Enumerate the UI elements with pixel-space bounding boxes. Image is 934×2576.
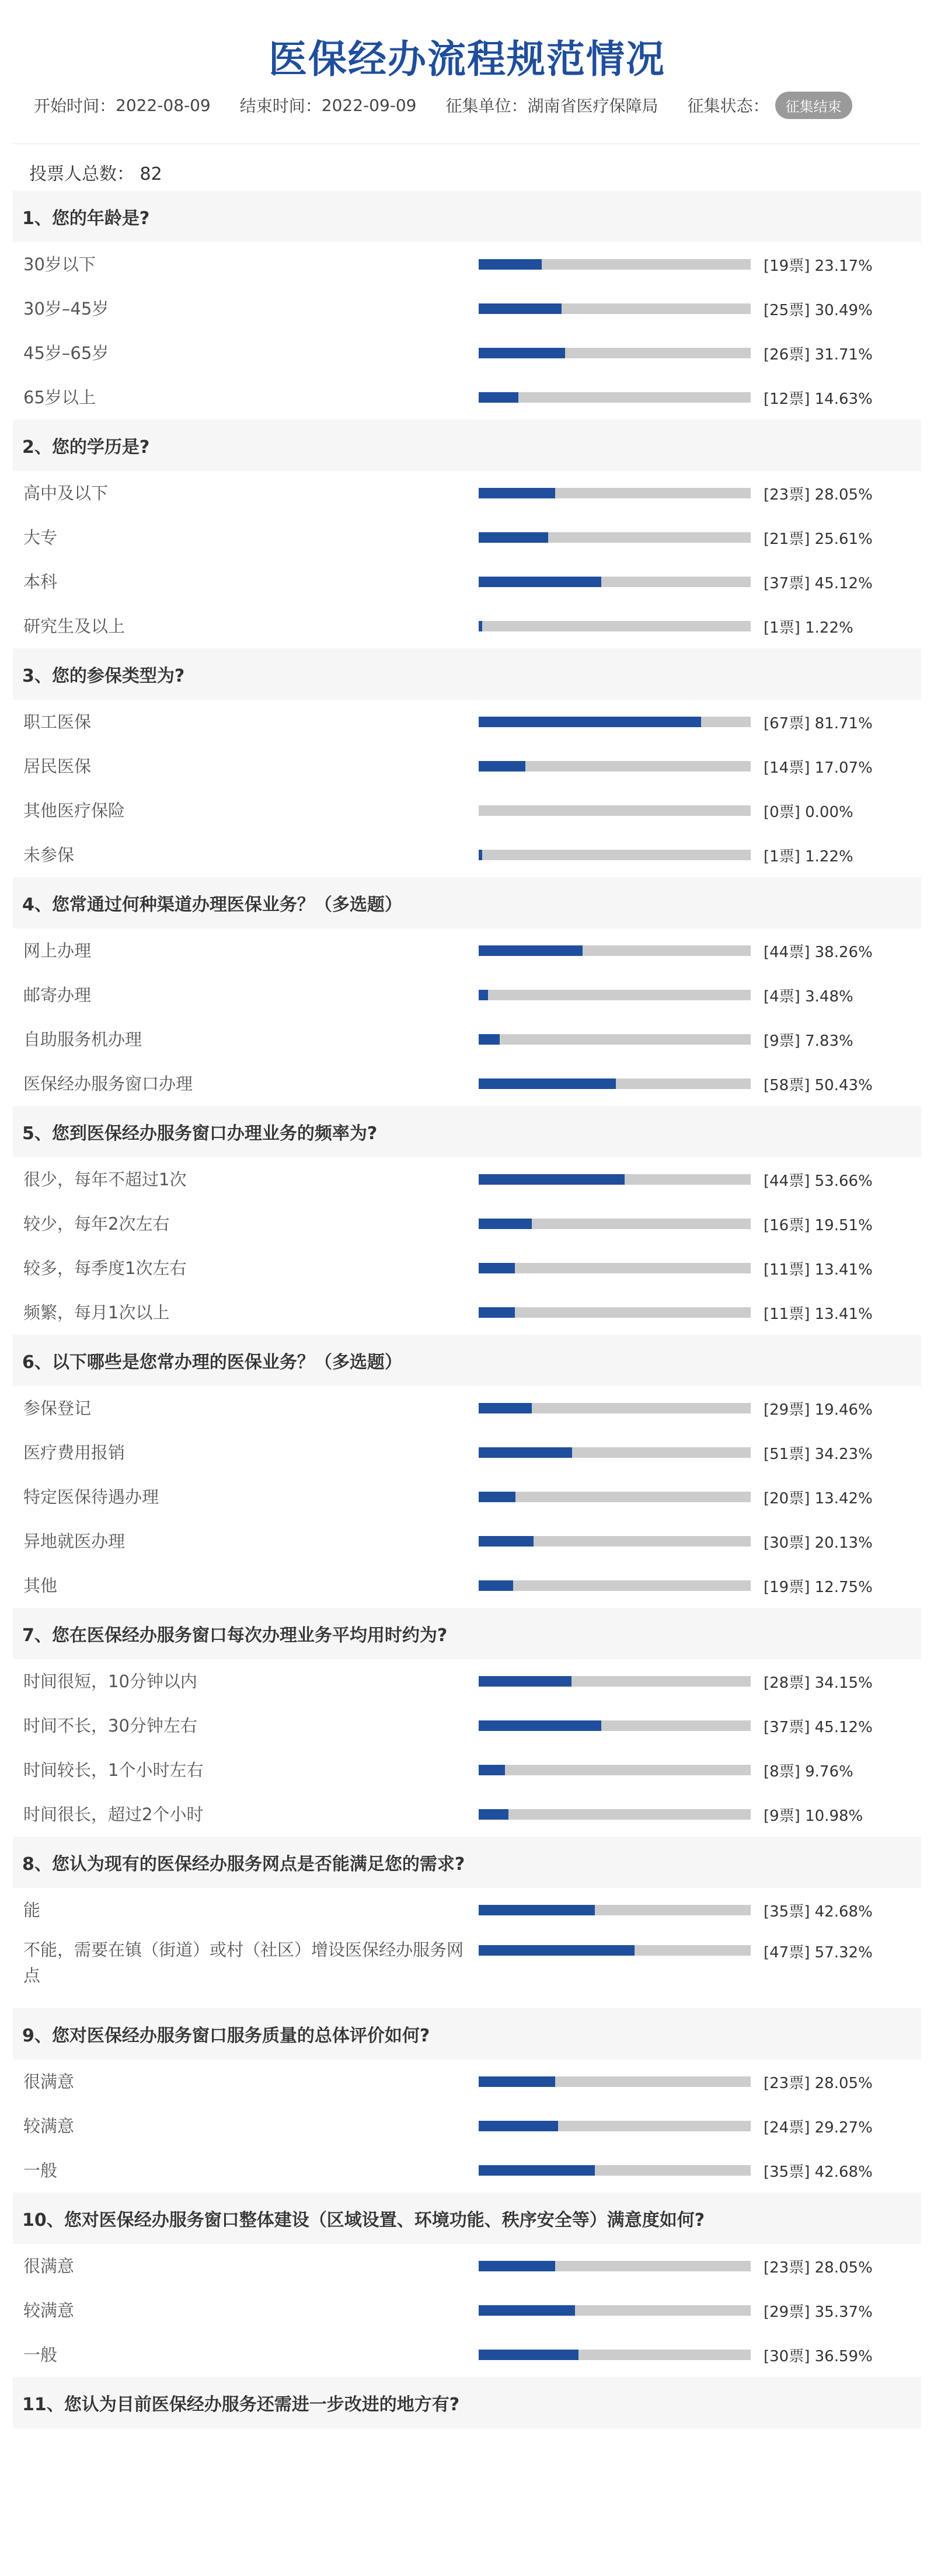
- option-row: [13, 1792, 921, 1837]
- option-vote-stat: [25票] 30.49%: [764, 301, 873, 319]
- option-progress-fill: [479, 532, 548, 543]
- option-progress-fill: [479, 1720, 601, 1731]
- option-label: 特定医保待遇办理: [23, 1487, 159, 1507]
- option-progress-bar: [479, 1580, 751, 1591]
- option-progress-bar: [479, 2305, 751, 2316]
- survey-meta: [0, 88, 934, 123]
- option-progress-fill: [479, 1905, 595, 1915]
- option-progress-fill: [479, 945, 583, 956]
- option-label: 较多，每季度1次左右: [23, 1258, 187, 1278]
- option-label: 邮寄办理: [23, 985, 92, 1005]
- option-progress-bar: [479, 1765, 751, 1775]
- question-title: 9、您对医保经办服务窗口服务质量的总体评价如何?: [13, 2008, 921, 2060]
- option-progress-fill: [479, 1536, 534, 1547]
- option-row: [13, 2104, 921, 2148]
- option-vote-stat: [67票] 81.71%: [764, 714, 873, 732]
- option-label: 较少，每年2次左右: [23, 1214, 170, 1234]
- question-block: [13, 1106, 921, 1335]
- start-time-value: 2022-08-09: [116, 95, 211, 115]
- option-progress-fill: [479, 392, 518, 403]
- option-label: 30岁以下: [23, 254, 96, 274]
- option-label: 网上办理: [23, 941, 92, 961]
- question-title: 11、您认为目前医保经办服务还需进一步改进的地方有?: [13, 2377, 921, 2428]
- option-vote-stat: [19票] 23.17%: [764, 257, 873, 275]
- option-progress-bar: [479, 392, 751, 403]
- start-time: [34, 93, 211, 117]
- end-time-label: 结束时间：: [239, 96, 322, 116]
- option-vote-stat: [29票] 35.37%: [764, 2303, 873, 2321]
- option-label: 自助服务机办理: [23, 1029, 142, 1049]
- option-row: [13, 2244, 921, 2288]
- option-progress-fill: [479, 1676, 571, 1687]
- option-progress-fill: [479, 1307, 515, 1318]
- option-progress-fill: [479, 1809, 508, 1820]
- option-label: 大专: [23, 528, 58, 547]
- option-progress-bar: [479, 1403, 751, 1413]
- option-progress-fill: [479, 2165, 595, 2176]
- end-time: [240, 93, 417, 117]
- option-vote-stat: [35票] 42.68%: [764, 1903, 873, 1921]
- option-row: [13, 331, 921, 375]
- option-progress-bar: [479, 1905, 751, 1915]
- option-progress-bar: [479, 1307, 751, 1318]
- question-block: [13, 1837, 921, 2008]
- option-vote-stat: [28票] 34.15%: [764, 1674, 873, 1692]
- status-badge: 征集结束: [775, 92, 852, 119]
- option-progress-fill: [479, 1447, 572, 1458]
- question-title: 5、您到医保经办服务窗口办理业务的频率为?: [13, 1106, 921, 1157]
- question-block: [13, 2193, 921, 2377]
- option-progress-fill: [479, 1580, 513, 1591]
- option-label: 45岁–65岁: [23, 343, 109, 363]
- option-progress-bar: [479, 303, 751, 314]
- option-progress-fill: [479, 577, 601, 587]
- option-label: 本科: [23, 572, 58, 592]
- option-label: 较满意: [23, 2301, 75, 2320]
- option-progress-fill: [479, 488, 555, 498]
- option-vote-stat: [24票] 29.27%: [764, 2118, 873, 2137]
- option-progress-fill: [479, 761, 525, 772]
- option-label: 职工医保: [23, 712, 92, 732]
- option-label: 医保经办服务窗口办理: [23, 1074, 193, 1094]
- option-row: [13, 1748, 921, 1792]
- option-label: 其他: [23, 1576, 58, 1596]
- option-progress-bar: [479, 488, 751, 498]
- option-row: [13, 2333, 921, 2377]
- page-title: 医保经办流程规范情况: [269, 37, 665, 82]
- option-progress-bar: [479, 990, 751, 1000]
- option-vote-stat: [12票] 14.63%: [764, 390, 873, 408]
- option-vote-stat: [30票] 36.59%: [764, 2347, 873, 2365]
- option-row: [13, 1475, 921, 1519]
- question-title: 7、您在医保经办服务窗口每次办理业务平均用时约为?: [13, 1608, 921, 1659]
- start-time-label: 开始时间：: [34, 96, 116, 116]
- option-vote-stat: [44票] 53.66%: [764, 1172, 873, 1190]
- option-progress-fill: [479, 990, 488, 1000]
- question-title: 2、您的学历是?: [13, 420, 921, 471]
- option-row: [13, 1246, 921, 1290]
- option-vote-stat: [14票] 17.07%: [764, 759, 873, 777]
- option-vote-stat: [11票] 13.41%: [764, 1305, 873, 1323]
- option-row: [13, 1290, 921, 1335]
- option-vote-stat: [30票] 20.13%: [764, 1534, 873, 1552]
- option-progress-fill: [479, 1034, 500, 1045]
- option-vote-stat: [44票] 38.26%: [764, 943, 873, 961]
- option-progress-bar: [479, 761, 751, 772]
- option-label: 参保登记: [23, 1398, 92, 1418]
- option-progress-fill: [479, 850, 482, 860]
- option-progress-bar: [479, 805, 751, 816]
- option-vote-stat: [23票] 28.05%: [764, 486, 873, 504]
- option-label: 能: [23, 1900, 41, 1920]
- option-row: [13, 973, 921, 1017]
- option-vote-stat: [19票] 12.75%: [764, 1578, 873, 1596]
- question-title: 10、您对医保经办服务窗口整体建设（区域设置、环境功能、秩序安全等）满意度如何?: [13, 2193, 921, 2244]
- option-label: 居民医保: [23, 756, 92, 776]
- option-label: 时间不长，30分钟左右: [23, 1716, 197, 1736]
- option-row: [13, 1430, 921, 1475]
- option-vote-stat: [9票] 10.98%: [764, 1807, 863, 1825]
- option-label: 时间较长，1个小时左右: [23, 1760, 204, 1780]
- option-progress-fill: [479, 348, 565, 358]
- option-vote-stat: [35票] 42.68%: [764, 2163, 873, 2181]
- option-progress-bar: [479, 1034, 751, 1045]
- option-row: [13, 471, 921, 515]
- question-title: 1、您的年龄是?: [13, 191, 921, 242]
- option-row: [13, 560, 921, 604]
- option-label: 一般: [23, 2345, 58, 2365]
- option-vote-stat: [20票] 13.42%: [764, 1489, 873, 1507]
- option-label: 未参保: [23, 845, 75, 865]
- option-row: [13, 1157, 921, 1202]
- option-label: 65岁以上: [23, 388, 96, 407]
- option-vote-stat: [29票] 19.46%: [764, 1401, 873, 1419]
- option-progress-fill: [479, 1263, 515, 1273]
- total-voters-label: 投票人总数：: [29, 164, 134, 184]
- option-vote-stat: [1票] 1.22%: [764, 847, 853, 865]
- organization-label: 征集单位：: [445, 96, 528, 116]
- total-voters: [0, 144, 934, 191]
- option-label: 高中及以下: [23, 483, 109, 503]
- option-vote-stat: [51票] 34.23%: [764, 1445, 873, 1463]
- option-progress-fill: [479, 2350, 578, 2360]
- option-row: [13, 375, 921, 420]
- option-label: 医疗费用报销: [23, 1443, 126, 1462]
- option-progress-bar: [479, 1174, 751, 1185]
- end-time-value: 2022-09-09: [321, 95, 417, 115]
- option-row: [13, 604, 921, 648]
- option-progress-bar: [479, 1263, 751, 1273]
- option-progress-bar: [479, 1720, 751, 1731]
- option-vote-stat: [1票] 1.22%: [764, 619, 853, 637]
- option-progress-bar: [479, 1676, 751, 1687]
- option-label: 30岁–45岁: [23, 299, 109, 319]
- option-row: [13, 242, 921, 287]
- option-progress-fill: [479, 717, 701, 727]
- question-title: 4、您常通过何种渠道办理医保业务？（多选题）: [13, 877, 921, 929]
- option-vote-stat: [23票] 28.05%: [764, 2074, 873, 2092]
- option-label: 很满意: [23, 2072, 75, 2092]
- option-label: 频繁，每月1次以上: [23, 1303, 170, 1322]
- option-row: [13, 1888, 921, 1932]
- option-vote-stat: [4票] 3.48%: [764, 987, 853, 1006]
- option-vote-stat: [37票] 45.12%: [764, 574, 873, 592]
- option-row: [13, 1563, 921, 1608]
- option-progress-bar: [479, 1945, 751, 1956]
- question-title: 6、以下哪些是您常办理的医保业务？（多选题）: [13, 1335, 921, 1386]
- option-row: [13, 833, 921, 877]
- option-row: [13, 744, 921, 788]
- option-progress-fill: [479, 621, 482, 631]
- option-label: 很少，每年不超过1次: [23, 1170, 187, 1189]
- option-row: [13, 1062, 921, 1106]
- option-label: 时间很短，10分钟以内: [23, 1671, 197, 1691]
- question-block: [13, 648, 921, 877]
- option-row: [13, 2060, 921, 2104]
- option-progress-bar: [479, 717, 751, 727]
- option-progress-bar: [479, 1219, 751, 1229]
- option-row: [13, 1202, 921, 1246]
- option-row: [13, 1519, 921, 1563]
- question-list: [0, 191, 934, 2428]
- option-progress-fill: [479, 259, 542, 270]
- option-progress-bar: [479, 1447, 751, 1458]
- option-vote-stat: [8票] 9.76%: [764, 1762, 853, 1781]
- option-row: [13, 1386, 921, 1430]
- option-vote-stat: [9票] 7.83%: [764, 1032, 853, 1050]
- option-progress-fill: [479, 2305, 575, 2316]
- option-vote-stat: [11票] 13.41%: [764, 1261, 873, 1279]
- option-progress-fill: [479, 1765, 505, 1775]
- option-row: [13, 929, 921, 973]
- option-progress-fill: [479, 1174, 625, 1185]
- option-progress-bar: [479, 532, 751, 543]
- option-row: [13, 700, 921, 744]
- option-label: 研究生及以上: [23, 616, 126, 636]
- option-vote-stat: [23票] 28.05%: [764, 2259, 873, 2277]
- option-progress-bar: [479, 945, 751, 956]
- total-voters-value: 82: [140, 164, 162, 184]
- option-row: [13, 1932, 921, 2008]
- option-row: [13, 1704, 921, 1748]
- option-progress-fill: [479, 2076, 555, 2087]
- organization-value: 湖南省医疗保障局: [527, 96, 658, 116]
- option-progress-bar: [479, 1492, 751, 1502]
- status: [688, 92, 852, 119]
- option-progress-fill: [479, 1078, 616, 1089]
- option-row: [13, 1659, 921, 1704]
- option-row: [13, 1017, 921, 1062]
- option-label: 其他医疗保险: [23, 801, 126, 821]
- option-progress-bar: [479, 1536, 751, 1547]
- option-progress-bar: [479, 2076, 751, 2087]
- option-progress-bar: [479, 621, 751, 631]
- question-title: 8、您认为现有的医保经办服务网点是否能满足您的需求?: [13, 1837, 921, 1888]
- option-row: [13, 788, 921, 833]
- question-block: [13, 191, 921, 420]
- option-progress-bar: [479, 2165, 751, 2176]
- option-vote-stat: [47票] 57.32%: [764, 1944, 873, 1961]
- option-vote-stat: [26票] 31.71%: [764, 345, 873, 364]
- option-vote-stat: [21票] 25.61%: [764, 530, 873, 548]
- question-block: [13, 877, 921, 1106]
- option-progress-fill: [479, 1492, 515, 1502]
- option-progress-fill: [479, 2121, 558, 2131]
- option-label: 很满意: [23, 2256, 75, 2276]
- option-progress-fill: [479, 1219, 532, 1229]
- option-progress-fill: [479, 1403, 532, 1413]
- option-row: [13, 2288, 921, 2333]
- question-title: 3、您的参保类型为?: [13, 648, 921, 700]
- question-block: [13, 2377, 921, 2428]
- option-vote-stat: [58票] 50.43%: [764, 1076, 873, 1094]
- organization: [446, 93, 658, 117]
- option-progress-bar: [479, 2261, 751, 2271]
- option-row: [13, 287, 921, 331]
- option-vote-stat: [0票] 0.00%: [764, 803, 853, 821]
- option-row: [13, 515, 921, 560]
- option-progress-fill: [479, 303, 562, 314]
- question-block: [13, 420, 921, 648]
- option-progress-bar: [479, 577, 751, 587]
- option-progress-bar: [479, 2121, 751, 2131]
- option-row: [13, 2148, 921, 2193]
- option-progress-bar: [479, 348, 751, 358]
- option-progress-bar: [479, 1809, 751, 1820]
- option-progress-bar: [479, 259, 751, 270]
- option-progress-fill: [479, 2261, 555, 2271]
- option-label: 不能，需要在镇（街道）或村（社区）增设医保经办服务网点: [23, 1940, 464, 1985]
- option-progress-bar: [479, 1078, 751, 1089]
- question-block: [13, 1335, 921, 1608]
- option-label: 异地就医办理: [23, 1531, 126, 1551]
- option-label: 一般: [23, 2160, 58, 2180]
- option-vote-stat: [37票] 45.12%: [764, 1718, 873, 1736]
- option-progress-bar: [479, 2350, 751, 2360]
- option-progress-bar: [479, 850, 751, 860]
- option-label: 较满意: [23, 2116, 75, 2136]
- status-label: 征集状态：: [687, 96, 769, 116]
- option-vote-stat: [16票] 19.51%: [764, 1216, 873, 1234]
- question-block: [13, 2008, 921, 2193]
- option-progress-fill: [479, 1945, 635, 1956]
- option-label: 时间很长，超过2个小时: [23, 1804, 204, 1824]
- question-block: [13, 1608, 921, 1837]
